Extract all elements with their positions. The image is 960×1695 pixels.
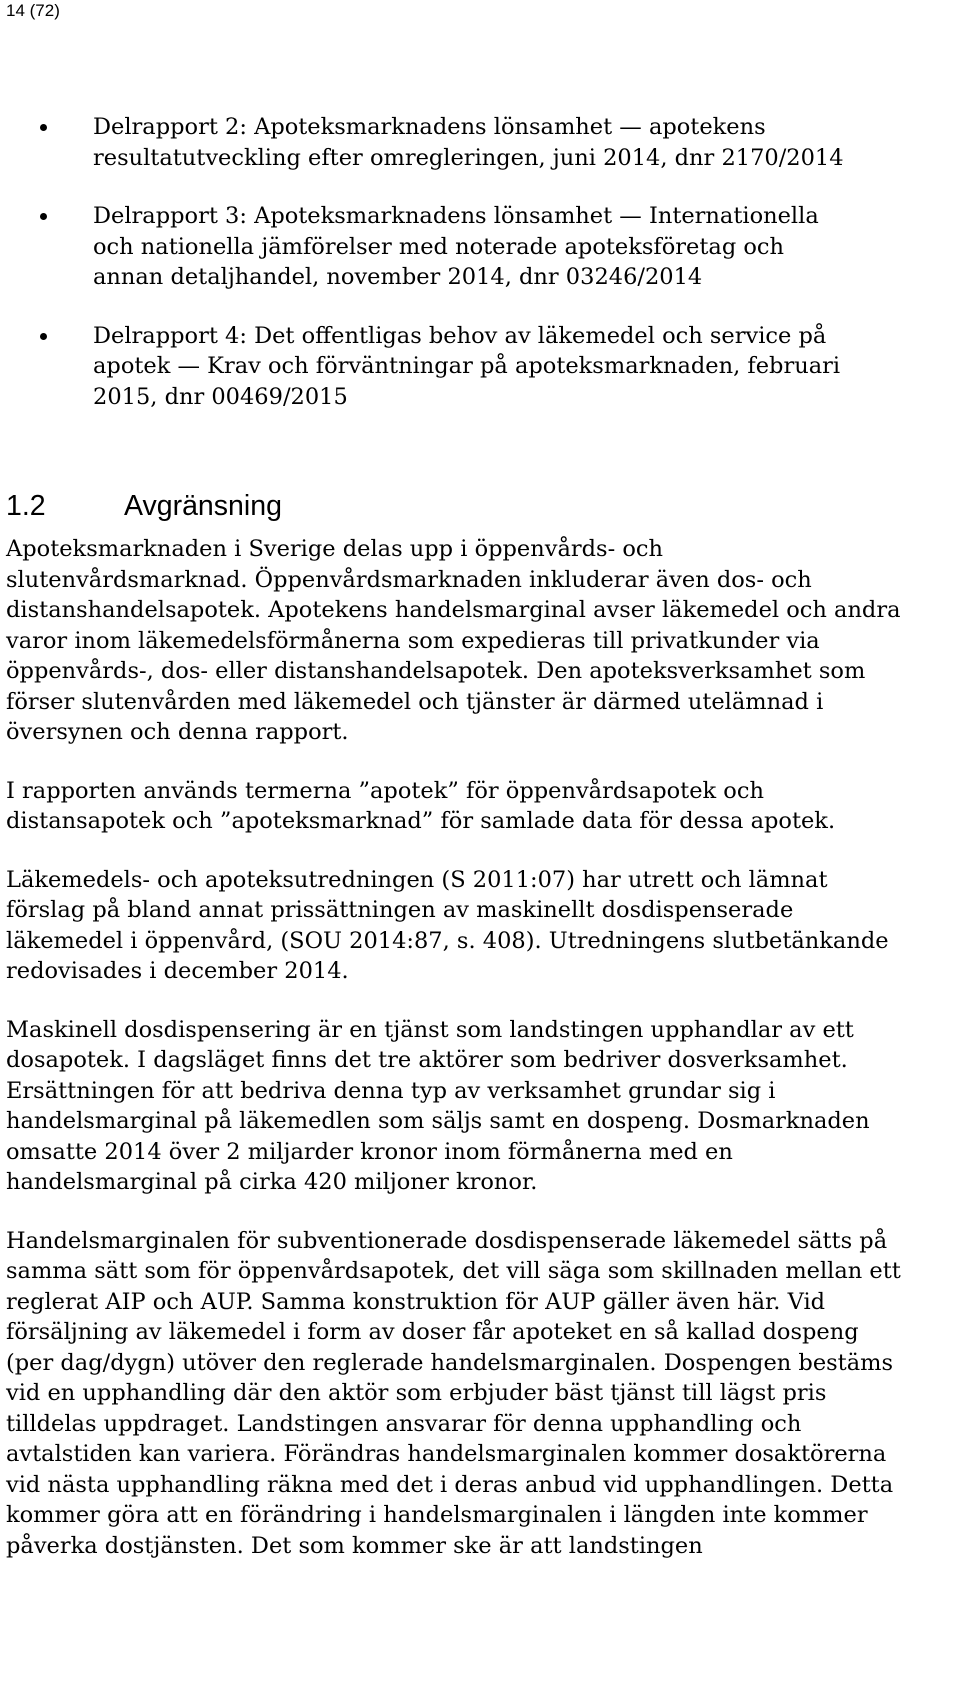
paragraph: I rapporten används termerna ”apotek” för öppenvårdsapotek och distansapotek och ”apoteksmarknad” för samlade data för dessa apotek. xyxy=(6,777,836,834)
paragraph: Maskinell dosdispensering är en tjänst som landstingen upphandlar av ett dosapotek. I dagsläget finns det tre aktörer som bedriver dosverksamhet. Ersättningen för att bedriva denna typ av verksamhet grundar sig i handelsmarginal på läkemedlen som säljs samt en dospeng. Dosmarknaden omsatte 2014 över 2 miljarder kronor inom förmånerna med en handelsmarginal på cirka 420 miljoner kronor. xyxy=(6,1016,870,1195)
page-number: 14 (72) xyxy=(6,1,60,20)
list-item xyxy=(0,201,853,293)
report-list xyxy=(0,112,960,440)
section-avgransning xyxy=(6,486,906,1589)
list-item-text: Delrapport 2: Apoteksmarknadens lönsamhet — apotekens resultatutveckling efter omregleringen, juni 2014, dnr 2170/2014 xyxy=(93,114,844,171)
list-item-text: Delrapport 3: Apoteksmarknadens lönsamhet — Internationella och nationella jämförelser med noterade apoteksföretag och annan detaljhandel, november 2014, dnr 03246/2014 xyxy=(93,203,819,290)
list-item xyxy=(0,321,853,413)
paragraph: Läkemedels- och apoteksutredningen (S 2011:07) har utrett och lämnat förslag på bland annat prissättningen av maskinellt dosdispenserade läkemedel i öppenvård, (SOU 2014:87, s. 408). Utredningens slutbetänkande redovisades i december 2014. xyxy=(6,866,889,984)
paragraph: Handelsmarginalen för subventionerade dosdispenserade läkemedel sätts på samma sätt som för öppenvårdsapotek, det vill säga som skillnaden mellan ett reglerat AIP och AUP. Samma konstruktion för AUP gäller även här. Vid försäljning av läkemedel i form av doser får apoteket en så kallad dospeng (per dag/dygn) utöver den reglerade handelsmarginalen. Dospengen bestäms vid en upphandling där den aktör som erbjuder bäst tjänst till lägst pris tilldelas uppdraget. Landstingen ansvarar för denna upphandling och avtalstiden kan variera. Förändras handelsmarginalen kommer dosaktörerna vid nästa upphandling räkna med det i deras anbud vid upphandlingen. Detta kommer göra att en förändring i handelsmarginalen i längden inte kommer påverka dostjänsten. Det som kommer ske är att landstingen xyxy=(6,1227,901,1559)
section-number: 1.2 xyxy=(6,490,46,522)
list-item-text: Delrapport 4: Det offentligas behov av läkemedel och service på apotek — Krav och förväntningar på apoteksmarknaden, februari 2015, dnr 00469/2015 xyxy=(93,322,841,410)
bullet-icon xyxy=(40,124,47,131)
list-item xyxy=(0,112,853,173)
section-heading xyxy=(6,486,906,526)
paragraph: Apoteksmarknaden i Sverige delas upp i öppenvårds- och slutenvårdsmarknad. Öppenvårdsmarknaden inkluderar även dos- och distanshandelsapotek. Apotekens handelsmarginal avser läkemedel och andra varor inom läkemedelsförmånerna som expedieras till privatkunder via öppenvårds-, dos- eller distanshandelsapotek. Den apoteksverksamhet som förser slutenvården med läkemedel och tjänster är därmed utelämnad i översynen och denna rapport. xyxy=(6,536,901,745)
bullet-icon xyxy=(40,333,47,340)
section-title: Avgränsning xyxy=(124,490,282,522)
bullet-icon xyxy=(40,213,47,220)
